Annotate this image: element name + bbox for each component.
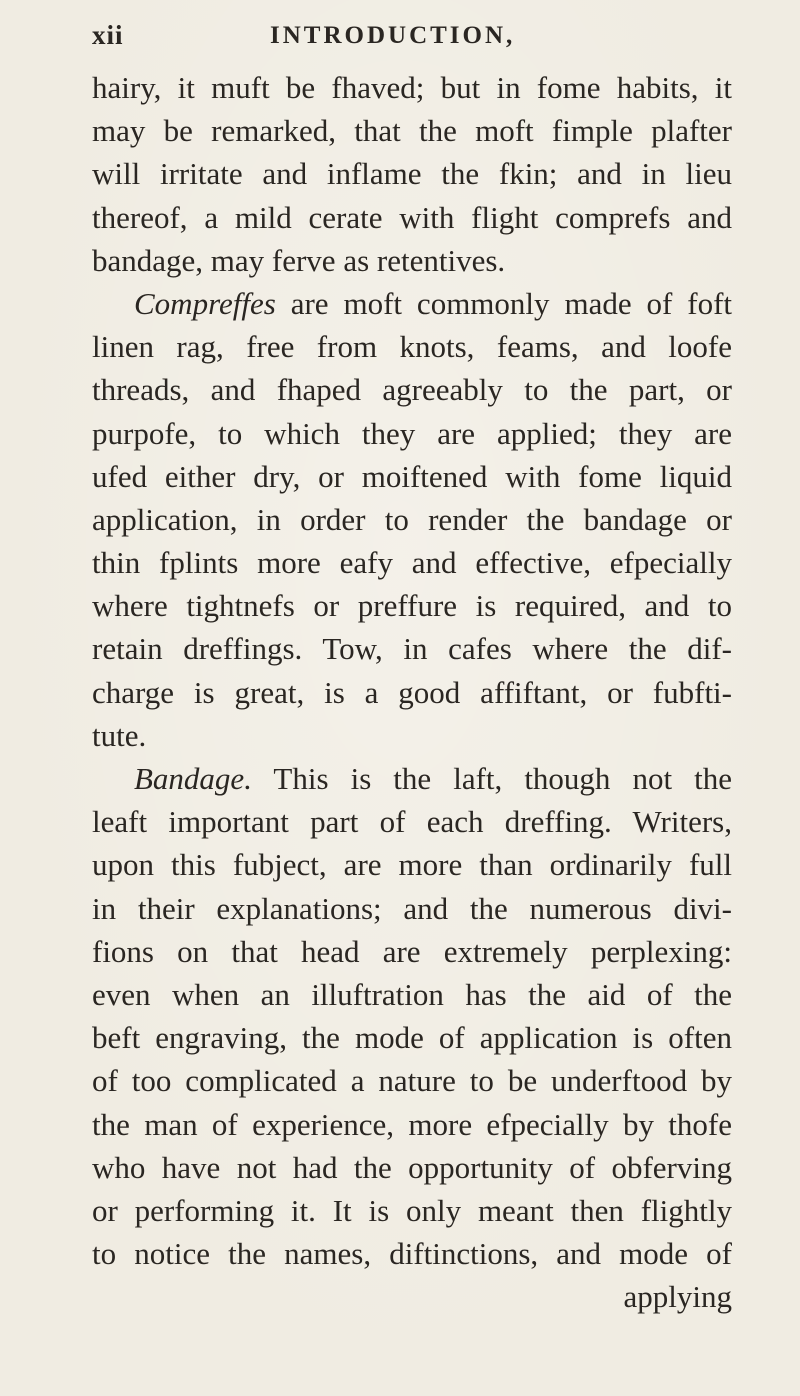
text-line: tute. [92, 717, 147, 753]
text-line: purpofe, to which they are applied; they are [92, 415, 732, 451]
running-head: INTRODUCTION, [270, 22, 516, 49]
paragraph-lead-compresses: Compreffes [134, 285, 276, 321]
catchword: applying [623, 1279, 732, 1315]
paragraph-first-line [92, 757, 732, 800]
body-text [92, 66, 732, 1318]
text-line: fions on that head are extremely perplexing: [92, 933, 732, 969]
text-line: who have not had the opportunity of obferving [92, 1149, 732, 1185]
paragraph-lead-bandage: Bandage. [134, 761, 252, 796]
text-line: charge is great, is a good affiftant, or fubfti- [92, 674, 732, 710]
text-line: thin fplints more eafy and effective, efpecially [92, 545, 732, 581]
text-line: may be remarked, that the moft fimple plafter [92, 113, 732, 149]
text-run: This is the laft, though not the [251, 761, 732, 796]
text-line: where tightnefs or preffure is required, and to [92, 588, 732, 624]
text-run: are moft commonly made of foft [275, 285, 732, 321]
text-line: the man of experience, more efpecially by thofe [92, 1106, 732, 1142]
text-line: thereof, a mild cerate with flight comprefs and [92, 199, 732, 235]
text-line: to notice the names, diftinctions, and mode of [92, 1236, 732, 1272]
page-header [92, 14, 732, 58]
text-line: hairy, it muft be fhaved; but in fome habits, it [92, 70, 732, 105]
text-line: beft engraving, the mode of application is often [92, 1020, 732, 1056]
text-line: bandage, may ferve as retentives. [92, 242, 506, 278]
text-line: will irritate and inflame the fkin; and in lieu [92, 156, 732, 192]
page-number: xii [92, 20, 124, 50]
paragraph-first-line [92, 282, 732, 325]
text-line: threads, and fhaped agreeably to the part, or [92, 372, 732, 408]
text-line: upon this fubject, are more than ordinarily full [92, 847, 732, 883]
text-line: or performing it. It is only meant then flightly [92, 1192, 732, 1228]
text-line: of too complicated a nature to be underftood by [92, 1063, 732, 1099]
text-line: retain dreffings. Tow, in cafes where the dif- [92, 631, 732, 667]
text-line: linen rag, free from knots, feams, and loofe [92, 329, 732, 365]
text-line: leaft important part of each dreffing. Writers, [92, 804, 732, 840]
text-line: application, in order to render the bandage or [92, 501, 732, 537]
text-line: ufed either dry, or moiftened with fome liquid [92, 458, 732, 494]
text-line: in their explanations; and the numerous divi- [92, 890, 732, 926]
text-line: even when an illuftration has the aid of the [92, 976, 732, 1012]
